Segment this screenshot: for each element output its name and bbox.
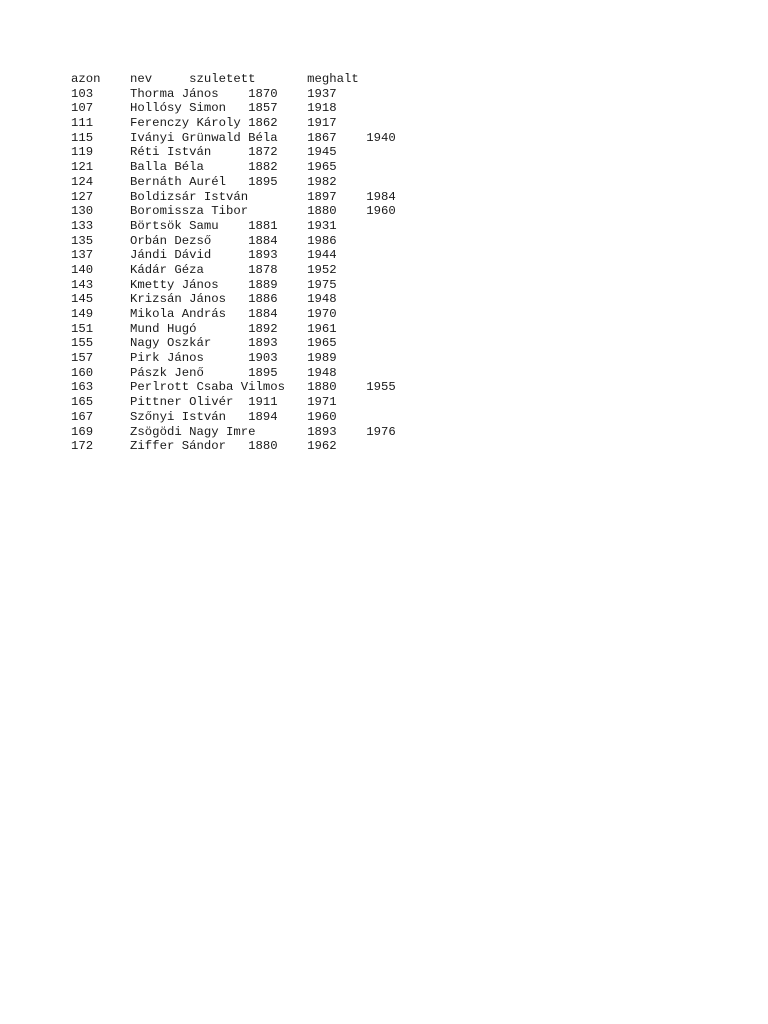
cell-nev: Ziffer Sándor bbox=[130, 439, 226, 454]
cell-nev: Kmetty János bbox=[130, 277, 219, 292]
cell-meghalt: 1984 bbox=[366, 189, 396, 204]
header-row bbox=[71, 72, 396, 87]
table-row bbox=[71, 366, 396, 381]
cell-meghalt: 1986 bbox=[307, 233, 337, 248]
header-nev: nev bbox=[130, 72, 153, 86]
cell-azon: 121 bbox=[71, 160, 94, 175]
tab-separated-text bbox=[71, 72, 396, 454]
cell-meghalt: 1940 bbox=[366, 130, 396, 145]
cell-szuletett: 1881 bbox=[248, 218, 278, 233]
cell-azon: 160 bbox=[71, 365, 94, 380]
cell-meghalt: 1948 bbox=[307, 365, 337, 380]
cell-azon: 127 bbox=[71, 189, 94, 204]
cell-meghalt: 1952 bbox=[307, 262, 337, 277]
cell-nev: Pittner Olivér bbox=[130, 395, 234, 410]
cell-szuletett: 1880 bbox=[248, 439, 278, 454]
cell-nev: Thorma János bbox=[130, 86, 219, 101]
cell-nev: Iványi Grünwald Béla bbox=[130, 130, 278, 145]
cell-nev: Balla Béla bbox=[130, 160, 204, 175]
cell-nev: Hollósy Simon bbox=[130, 101, 226, 116]
cell-azon: 155 bbox=[71, 336, 94, 351]
cell-azon: 130 bbox=[71, 204, 94, 219]
table-row bbox=[71, 87, 396, 102]
cell-azon: 149 bbox=[71, 307, 94, 321]
cell-szuletett: 1884 bbox=[248, 307, 278, 321]
cell-szuletett: 1892 bbox=[248, 321, 278, 336]
cell-nev: Krizsán János bbox=[130, 292, 226, 307]
table-row bbox=[71, 395, 396, 410]
cell-szuletett: 1895 bbox=[248, 174, 278, 189]
cell-meghalt: 1970 bbox=[307, 307, 337, 321]
table-row bbox=[71, 101, 396, 116]
cell-azon: 103 bbox=[71, 86, 94, 101]
cell-azon: 140 bbox=[71, 262, 94, 277]
cell-nev: Jándi Dávid bbox=[130, 248, 212, 263]
cell-meghalt: 1960 bbox=[366, 204, 396, 219]
table-row bbox=[71, 439, 396, 454]
cell-meghalt: 1917 bbox=[307, 116, 337, 131]
table-row bbox=[71, 160, 396, 175]
table-row bbox=[71, 292, 396, 307]
cell-meghalt: 1944 bbox=[307, 248, 337, 263]
cell-szuletett: 1893 bbox=[307, 424, 337, 439]
data-rows bbox=[71, 87, 396, 454]
table-row bbox=[71, 380, 396, 395]
cell-meghalt: 1945 bbox=[307, 145, 337, 160]
cell-meghalt: 1971 bbox=[307, 395, 337, 410]
cell-meghalt: 1918 bbox=[307, 101, 337, 116]
table-row bbox=[71, 175, 396, 190]
cell-meghalt: 1962 bbox=[307, 439, 337, 454]
table-row bbox=[71, 278, 396, 293]
table-row bbox=[71, 336, 396, 351]
cell-nev: Boromissza Tibor bbox=[130, 204, 249, 219]
cell-meghalt: 1989 bbox=[307, 351, 337, 366]
cell-szuletett: 1911 bbox=[248, 395, 278, 410]
cell-meghalt: 1975 bbox=[307, 277, 337, 292]
table-row bbox=[71, 204, 396, 219]
cell-szuletett: 1872 bbox=[248, 145, 278, 160]
cell-azon: 133 bbox=[71, 218, 94, 233]
cell-nev: Mund Hugó bbox=[130, 321, 197, 336]
cell-azon: 172 bbox=[71, 439, 94, 454]
cell-szuletett: 1880 bbox=[307, 204, 337, 219]
cell-nev: Szőnyi István bbox=[130, 409, 226, 424]
cell-azon: 163 bbox=[71, 380, 94, 395]
cell-meghalt: 1982 bbox=[307, 174, 337, 189]
cell-azon: 119 bbox=[71, 145, 94, 160]
cell-szuletett: 1884 bbox=[248, 233, 278, 248]
cell-azon: 157 bbox=[71, 351, 94, 366]
cell-azon: 143 bbox=[71, 277, 94, 292]
cell-nev: Nagy Oszkár bbox=[130, 336, 212, 351]
cell-azon: 124 bbox=[71, 174, 94, 189]
cell-azon: 115 bbox=[71, 130, 94, 145]
table-row bbox=[71, 425, 396, 440]
table-row bbox=[71, 131, 396, 146]
cell-szuletett: 1880 bbox=[307, 380, 337, 395]
cell-azon: 107 bbox=[71, 101, 94, 116]
cell-azon: 165 bbox=[71, 395, 94, 410]
table-row bbox=[71, 234, 396, 249]
cell-nev: Orbán Dezső bbox=[130, 233, 212, 248]
header-szuletett: szuletett bbox=[189, 72, 256, 86]
cell-nev: Ferenczy Károly bbox=[130, 116, 241, 131]
table-row bbox=[71, 116, 396, 131]
cell-meghalt: 1976 bbox=[366, 424, 396, 439]
cell-meghalt: 1965 bbox=[307, 160, 337, 175]
cell-azon: 151 bbox=[71, 321, 94, 336]
cell-szuletett: 1857 bbox=[248, 101, 278, 116]
table-row bbox=[71, 263, 396, 278]
table-row bbox=[71, 190, 396, 205]
cell-nev: Kádár Géza bbox=[130, 262, 204, 277]
cell-szuletett: 1867 bbox=[307, 130, 337, 145]
cell-azon: 167 bbox=[71, 409, 94, 424]
header-meghalt: meghalt bbox=[307, 72, 359, 86]
cell-nev: Pászk Jenő bbox=[130, 365, 204, 380]
cell-nev: Mikola András bbox=[130, 307, 226, 321]
cell-szuletett: 1878 bbox=[248, 262, 278, 277]
cell-meghalt: 1960 bbox=[307, 409, 337, 424]
cell-szuletett: 1897 bbox=[307, 189, 337, 204]
cell-nev: Pirk János bbox=[130, 351, 204, 366]
cell-azon: 137 bbox=[71, 248, 94, 263]
table-row bbox=[71, 307, 396, 322]
cell-azon: 169 bbox=[71, 424, 94, 439]
cell-szuletett: 1903 bbox=[248, 351, 278, 366]
cell-azon: 135 bbox=[71, 233, 94, 248]
cell-szuletett: 1886 bbox=[248, 292, 278, 307]
cell-meghalt: 1965 bbox=[307, 336, 337, 351]
cell-nev: Perlrott Csaba Vilmos bbox=[130, 380, 286, 395]
cell-szuletett: 1893 bbox=[248, 336, 278, 351]
cell-meghalt: 1948 bbox=[307, 292, 337, 307]
cell-meghalt: 1931 bbox=[307, 218, 337, 233]
cell-szuletett: 1889 bbox=[248, 277, 278, 292]
cell-nev: Zsögödi Nagy Imre bbox=[130, 424, 256, 439]
cell-meghalt: 1937 bbox=[307, 86, 337, 101]
table-row bbox=[71, 219, 396, 234]
table-row bbox=[71, 248, 396, 263]
cell-nev: Bernáth Aurél bbox=[130, 174, 226, 189]
cell-nev: Réti István bbox=[130, 145, 212, 160]
table-row bbox=[71, 322, 396, 337]
cell-nev: Börtsök Samu bbox=[130, 218, 219, 233]
cell-szuletett: 1894 bbox=[248, 409, 278, 424]
cell-azon: 145 bbox=[71, 292, 94, 307]
cell-szuletett: 1862 bbox=[248, 116, 278, 131]
table-row bbox=[71, 145, 396, 160]
table-row bbox=[71, 410, 396, 425]
table-row bbox=[71, 351, 396, 366]
cell-meghalt: 1961 bbox=[307, 321, 337, 336]
cell-szuletett: 1882 bbox=[248, 160, 278, 175]
cell-szuletett: 1893 bbox=[248, 248, 278, 263]
cell-szuletett: 1895 bbox=[248, 365, 278, 380]
cell-azon: 111 bbox=[71, 116, 94, 131]
header-azon: azon bbox=[71, 72, 101, 86]
cell-meghalt: 1955 bbox=[366, 380, 396, 395]
cell-szuletett: 1870 bbox=[248, 86, 278, 101]
cell-nev: Boldizsár István bbox=[130, 189, 249, 204]
